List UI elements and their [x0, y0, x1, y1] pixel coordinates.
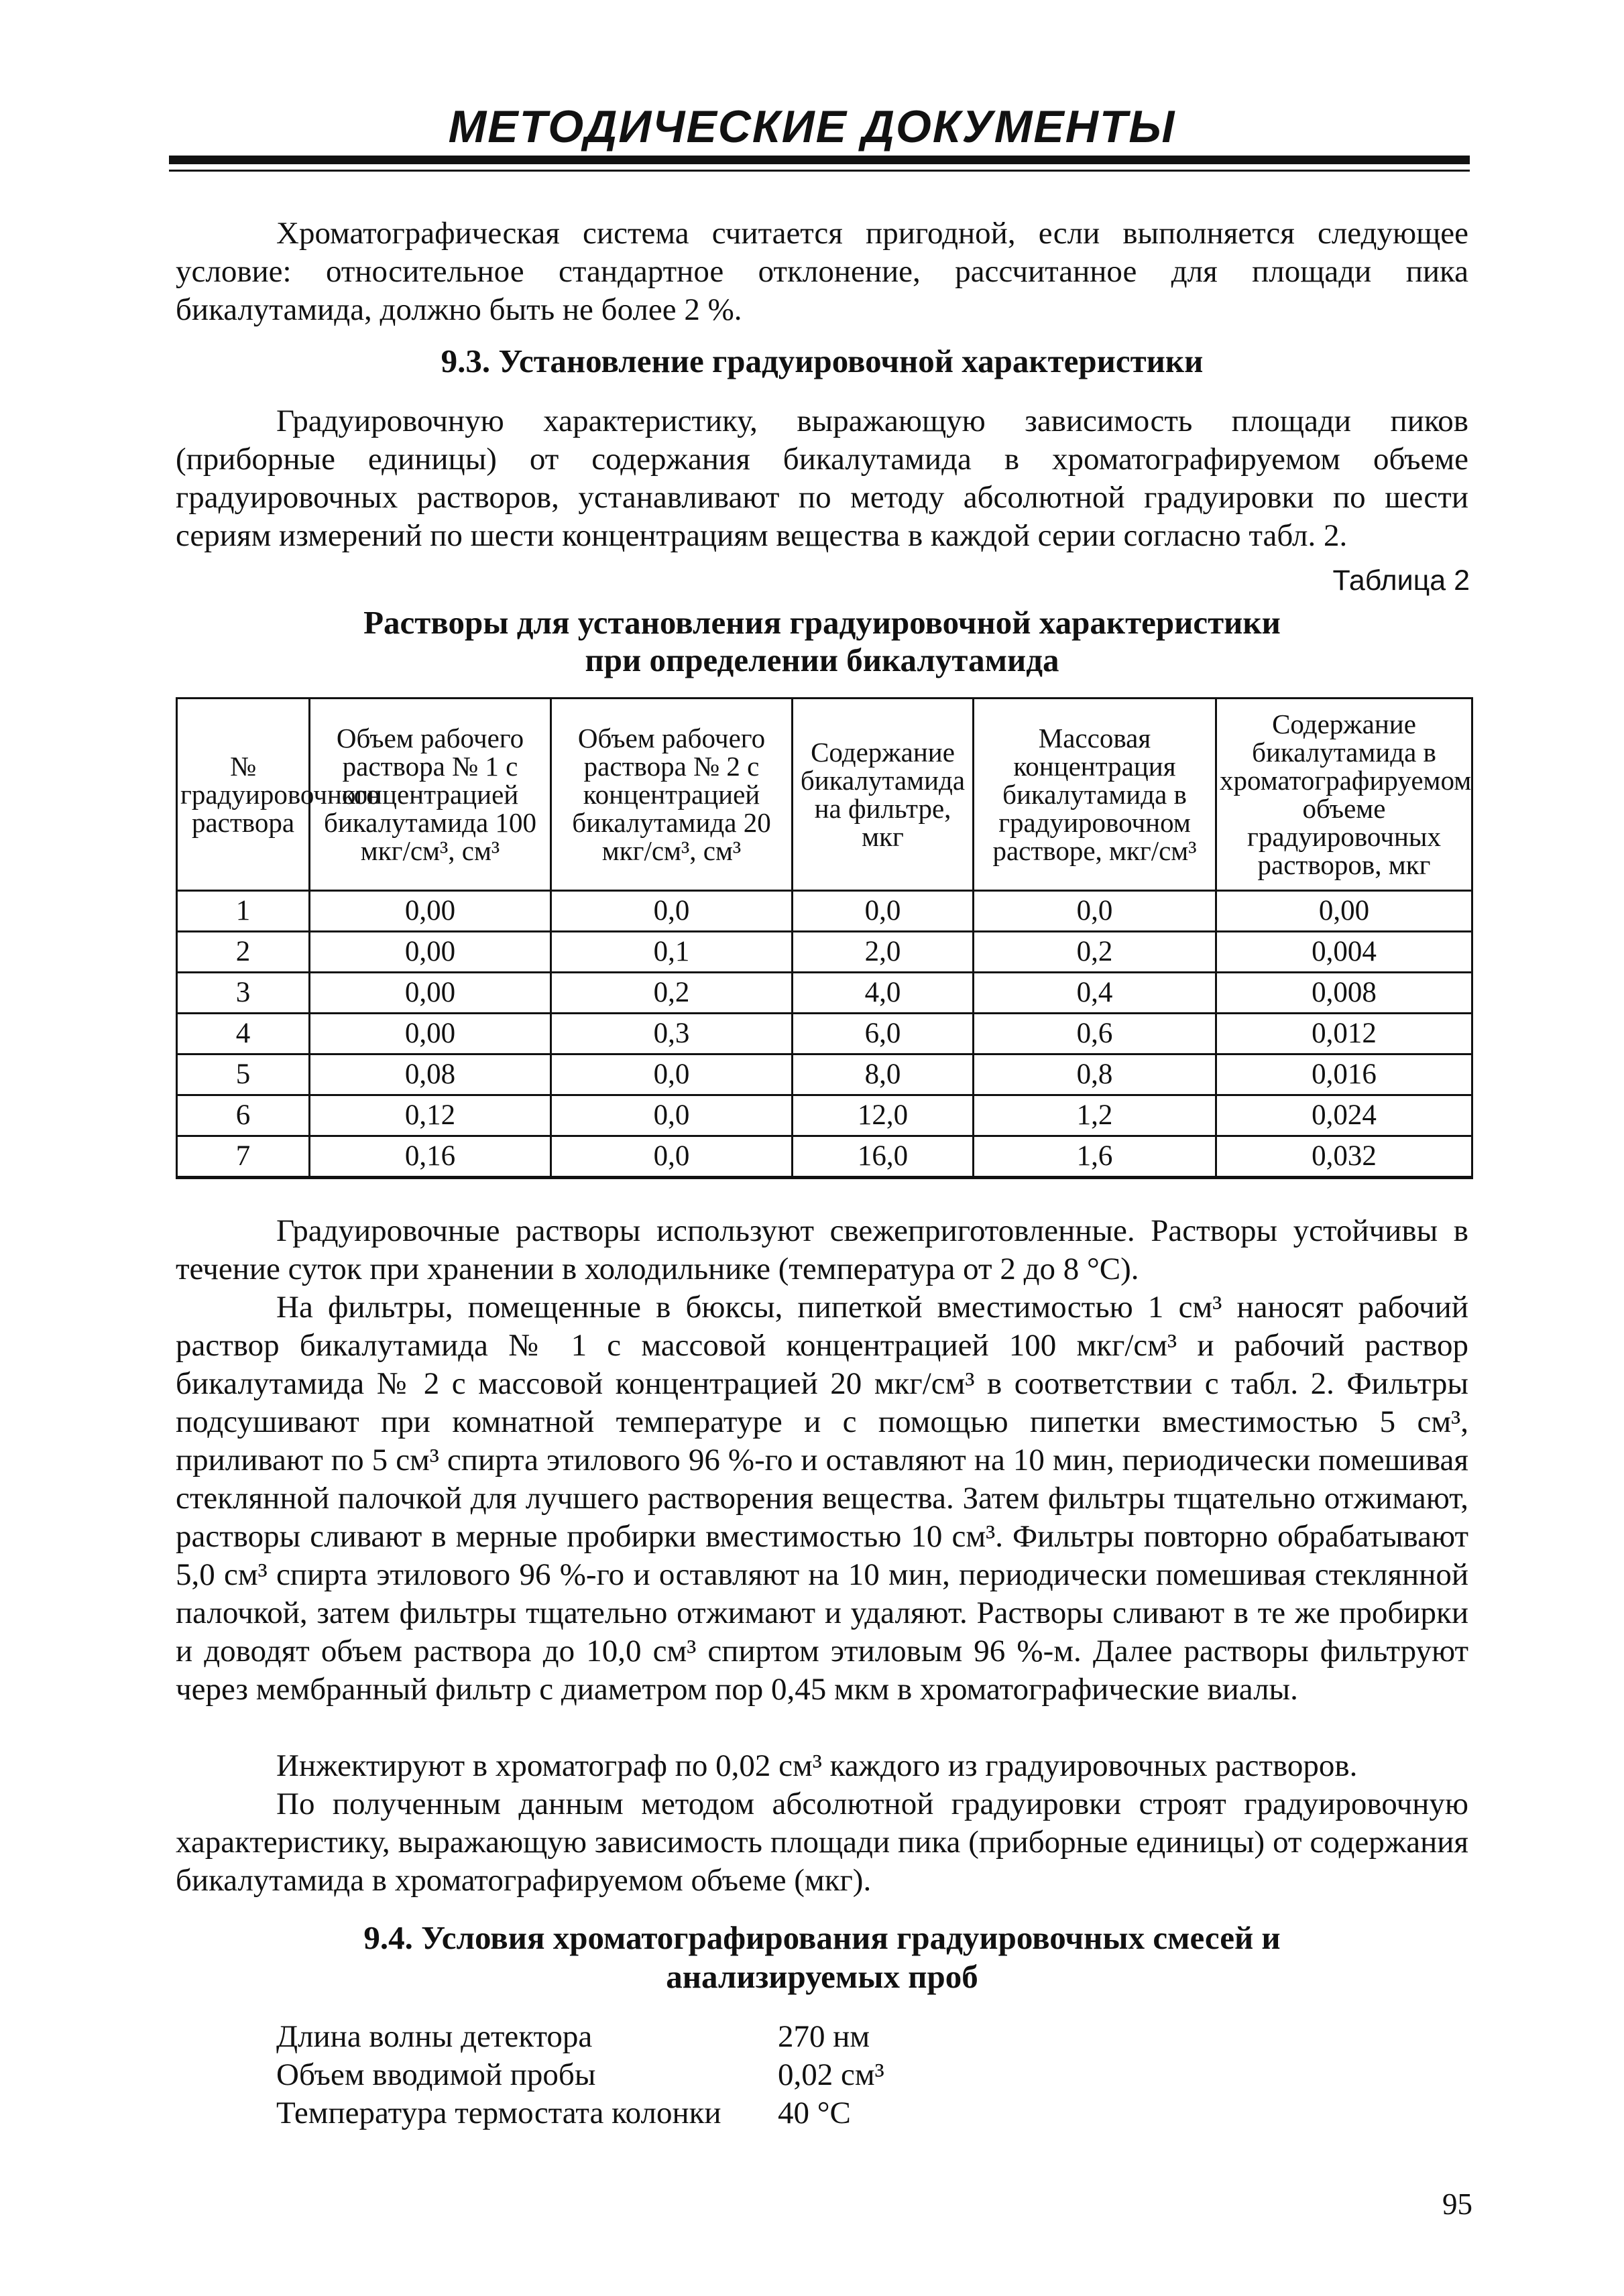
condition-label: Объем вводимой пробы: [276, 2057, 596, 2092]
table-cell: 0,0: [551, 891, 793, 932]
header-rule: [169, 156, 1470, 164]
after-table-paragraph-2: На фильтры, помещенные в бюксы, пипеткой вместимостью 1 см³ наносят рабочий раствор бикалутамида № 1 с массовой концентрацией 100 мкг/см³ и рабочий раствор бикалутамида № 2 с массовой концентрацией 20 мкг/см³ в соответствии с табл. 2. Фильтры подсушивают при комнатной температуре и с помощью пипетки вместимостью 5 см³, приливают по 5 см³ спирта этилового 96 %-го и оставляют на 10 мин, периодически помешивая стеклянной палочкой для лучшего растворения вещества. Затем фильтры тщательно отжимают, растворы сливают в мерные пробирки вместимостью 10 см³. Фильтры повторно обрабатывают 5,0 см³ спирта этилового 96 %-го и оставляют на 10 мин, периодически помешивая стеклянной палочкой, затем фильтры тщательно отжимают и удаляют. Растворы сливают в те же пробирки и доводят объем раствора до 10,0 см³ спиртом этиловым 96 %-м. Далее растворы фильтруют через мембранный фильтр с диаметром пор 0,45 мкм в хроматографические виалы.: [176, 1290, 1468, 1707]
page-number: 95: [1442, 2187, 1472, 2221]
table-cell: 0,2: [974, 932, 1216, 973]
table-cell: 16,0: [793, 1136, 974, 1178]
table-cell: 0,00: [1216, 891, 1472, 932]
table-cell: 0,0: [793, 891, 974, 932]
table-cell: 0,1: [551, 932, 793, 973]
table-cell: 0,6: [974, 1014, 1216, 1054]
table-cell: 2,0: [793, 932, 974, 973]
after-table-paragraph-1: Градуировочные растворы используют свежеприготовленные. Растворы устойчивы в течение суток при хранении в холодильнике (температура от 2 до 8 °С).: [176, 1213, 1468, 1286]
table-cell: 12,0: [793, 1095, 974, 1136]
table-cell: 0,2: [551, 973, 793, 1014]
table-cell: 0,0: [974, 891, 1216, 932]
table-cell: 7: [177, 1136, 310, 1178]
table-cell: 5: [177, 1054, 310, 1095]
table-cell: 4: [177, 1014, 310, 1054]
table-cell: 0,00: [310, 1014, 551, 1054]
table-cell: 6: [177, 1095, 310, 1136]
section-heading-9-4-line1: 9.4. Условия хроматографирования градуировочных смесей и: [363, 1919, 1281, 1956]
table-cell: 1: [177, 891, 310, 932]
table-header-cell: Объем рабочего раствора № 1 с концентрацией бикалутамида 100 мкг/см³, см³: [310, 699, 551, 891]
table-row: [177, 1014, 1472, 1054]
table-cell: 0,0: [551, 1054, 793, 1095]
table-cell: 3: [177, 973, 310, 1014]
table-cell: 0,3: [551, 1014, 793, 1054]
running-header-title: МЕТОДИЧЕСКИЕ ДОКУМЕНТЫ: [448, 101, 1176, 152]
section-heading-9-4-line2: анализируемых проб: [666, 1958, 978, 1995]
table-header-cell: Массовая концентрация бикалутамида в градуировочном растворе, мкг/см³: [974, 699, 1216, 891]
table-cell: 0,16: [310, 1136, 551, 1178]
table-cell: 0,08: [310, 1054, 551, 1095]
table-cell: 0,4: [974, 973, 1216, 1014]
table-cell: 8,0: [793, 1054, 974, 1095]
table-row: [177, 973, 1472, 1014]
table-row: [177, 1054, 1472, 1095]
table-cell: 1,2: [974, 1095, 1216, 1136]
table-cell: 0,00: [310, 891, 551, 932]
calibration-table: [176, 697, 1473, 1179]
after-table-paragraph-4: По полученным данным методом абсолютной градуировки строят градуировочную характеристику, выражающую зависимость площади пика (приборные единицы) от содержания бикалутамида в хроматографируемом объеме (мкг).: [176, 1787, 1468, 1898]
table-cell: 0,024: [1216, 1095, 1472, 1136]
table-cell: 0,0: [551, 1136, 793, 1178]
table-row: [177, 891, 1472, 932]
table-header-cell: Объем рабочего раствора № 2 с концентрацией бикалутамида 20 мкг/см³, см³: [551, 699, 793, 891]
table-label: Таблица 2: [1332, 564, 1470, 597]
table-cell: 0,8: [974, 1054, 1216, 1095]
condition-value: 0,02 см³: [778, 2057, 884, 2092]
table-cell: 0,032: [1216, 1136, 1472, 1178]
table-row: [177, 932, 1472, 973]
header-rule-thin: [169, 170, 1470, 172]
table-cell: 0,00: [310, 973, 551, 1014]
table-header-cell: № градуировочного раствора: [177, 699, 310, 891]
table-cell: 4,0: [793, 973, 974, 1014]
table-cell: 6,0: [793, 1014, 974, 1054]
table-row: [177, 1095, 1472, 1136]
table-cell: 2: [177, 932, 310, 973]
table-row: [177, 1136, 1472, 1178]
table-title-line1: Растворы для установления градуировочной характеристики: [363, 604, 1281, 641]
table-header-row: [177, 699, 1472, 891]
table-cell: 0,00: [310, 932, 551, 973]
table-cell: 0,012: [1216, 1014, 1472, 1054]
section-9-3-paragraph: Градуировочную характеристику, выражающую зависимость площади пиков (приборные единицы) от содержания бикалутамида в хроматографируемом объеме градуировочных растворов, устанавливают по методу абсолютной градуировки по шести сериям измерений по шести концентрациям вещества в каждой серии согласно табл. 2.: [176, 404, 1468, 553]
section-heading-9-3: 9.3. Установление градуировочной характеристики: [441, 343, 1204, 379]
condition-value: 270 нм: [778, 2019, 870, 2054]
table-cell: 0,008: [1216, 973, 1472, 1014]
table-cell: 0,0: [551, 1095, 793, 1136]
table-cell: 0,016: [1216, 1054, 1472, 1095]
table-cell: 1,6: [974, 1136, 1216, 1178]
table-cell: 0,12: [310, 1095, 551, 1136]
intro-paragraph: Хроматографическая система считается пригодной, если выполняется следующее условие: относительное стандартное отклонение, рассчитанное для площади пика бикалутамида, должно быть не более 2 %.: [176, 216, 1468, 327]
condition-value: 40 °С: [778, 2096, 851, 2130]
table-header-cell: Содержание бикалутамида в хроматографируемом объеме градуировочных растворов, мкг: [1216, 699, 1472, 891]
table-header-cell: Содержание бикалутамида на фильтре, мкг: [793, 699, 974, 891]
table-cell: 0,004: [1216, 932, 1472, 973]
condition-label: Температура термостата колонки: [276, 2096, 721, 2130]
condition-label: Длина волны детектора: [276, 2019, 593, 2054]
table-title-line2: при определении бикалутамида: [585, 642, 1059, 678]
after-table-paragraph-3: Инжектируют в хроматограф по 0,02 см³ каждого из градуировочных растворов.: [276, 1748, 1358, 1783]
